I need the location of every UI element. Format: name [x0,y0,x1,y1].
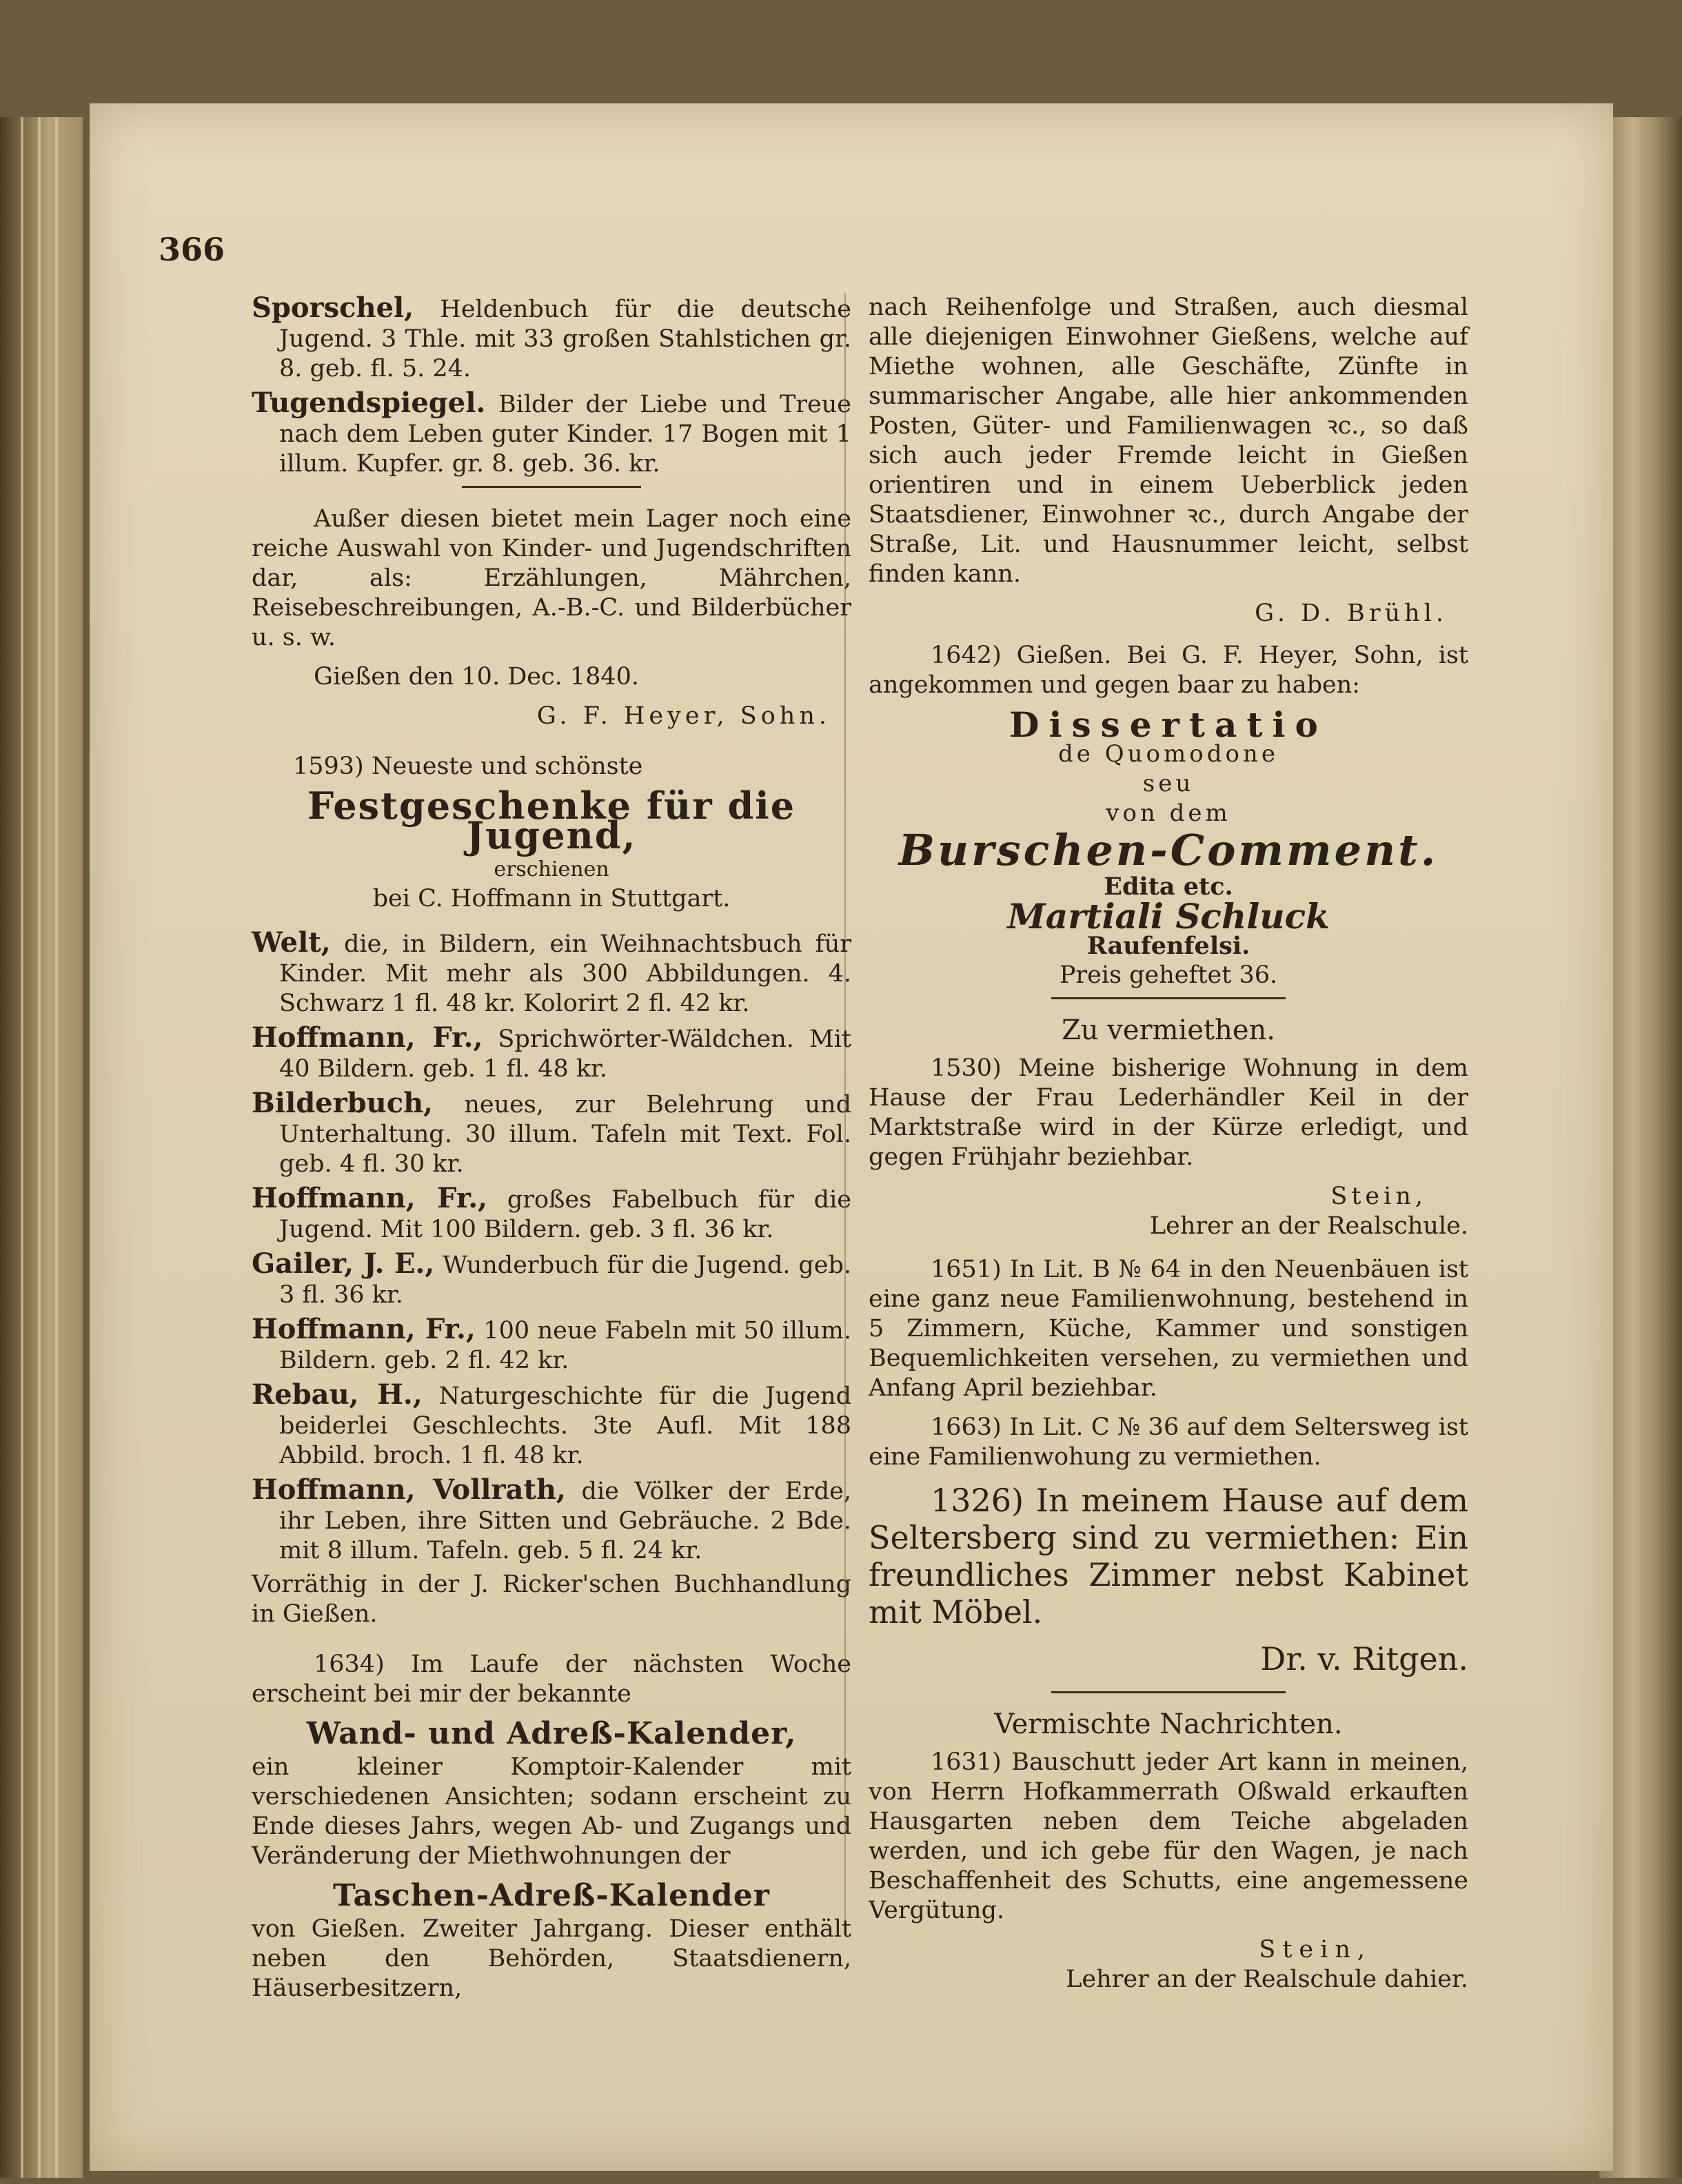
ad-1651: 1651) In Lit. B № 64 in den Neuenbäuen ist eine ganz neue Familienwohnung, bestehend in 5 Zimmern, Küche, Kammer und sonstigen Bequemlichkeiten versehen, zu vermiethen und Anfang April beziehbar. [869,1256,1468,1402]
burschen-comment-title: Burschen-Comment. [898,825,1439,875]
raufenfelsi-line: Raufenfelsi. [1086,932,1250,960]
wand-kalender-title: Wand- und Adreß-Kalender, [306,1716,797,1751]
zu-vermiethen-heading: Zu vermiethen. [1061,1014,1276,1046]
ad-1663: 1663) In Lit. C № 36 auf dem Seltersweg ist eine Familienwohung zu vermiethen. [869,1414,1468,1471]
date-line: Gießen den 10. Dec. 1840. [314,663,640,691]
item-name: Bilderbuch, [252,1087,434,1119]
list-item [252,1380,851,1471]
wand-kalender-text: ein kleiner Komptoir-Kalender mit verschiedenen Ansichten; sodann erscheint zu Ende dieses Jahrs, wegen Ab- und Zugangs und Veränderung der Miethwohnungen der [252,1753,851,1870]
item-name: Hoffmann, Vollrath, [252,1473,566,1506]
signature-bruehl: G. D. Brühl. [1255,600,1448,627]
item-name: Hoffmann, Fr., [252,1182,488,1214]
item-name: Gailer, J. E., [252,1247,435,1280]
taschen-kalender-title: Taschen-Adreß-Kalender [332,1878,770,1913]
page-number: 366 [159,231,225,268]
vermischte-heading: Vermischte Nachrichten. [994,1708,1343,1740]
item-text: die Völker der Erde, ihr Leben, ihre Sitten und Gebräuche. 2 Bde. mit 8 illum. Tafeln. geb. 5 fl. 24 kr. [279,1478,851,1564]
left-column [252,293,851,2013]
list-item [252,1475,851,1566]
dissertatio-title: Dissertatio [1009,704,1328,745]
entry-text: Heldenbuch für die deutsche Jugend. 3 Thle. mit 33 großen Stahlstichen gr. 8. geb. fl. 5. 24. [279,296,851,382]
book-edge-left [0,117,83,2178]
item-text: Naturgeschichte für die Jugend beiderlei Geschlechts. 3te Aufl. Mit 188 Abbild. broch. 1 fl. 48 kr. [279,1382,852,1469]
ad-1530: 1530) Meine bisherige Wohnung in dem Hause der Frau Lederhändler Keil in der Marktstraße wird in der Kürze erledigt, und gegen Frühjahr beziehbar. [869,1054,1468,1171]
signature-stein: Stein, [1259,1936,1372,1963]
item-text: neues, zur Belehrung und Unterhaltung. 30 illum. Tafeln mit Text. Fol. geb. 4 fl. 30 kr. [279,1091,851,1178]
list-item [252,1183,851,1245]
book-list [252,928,851,1566]
schluck-line: Martiali Schluck [1007,896,1330,937]
seu-line: seu [1142,770,1195,797]
ad-1631: 1631) Bauschutt jeder Art kann in meinen, von Herrn Hofkammerrath Oßwald erkauften Hausgarten neben dem Teiche abgeladen werden, und ich gebe für den Wagen, je nach Beschaffenheit des Schutts, eine angemessene Vergütung. [869,1748,1468,1924]
right-column [869,293,1468,1994]
list-item [252,928,851,1019]
entry-sporschel [252,293,851,384]
festgeschenke-title: Festgeschenke für die Jugend, [307,784,796,857]
list-item [252,1249,851,1310]
entry-name: Tugendspiegel. [252,387,486,419]
item-text: großes Fabelbuch für die Jugend. Mit 100 Bildern. geb. 3 fl. 36 kr. [279,1186,851,1243]
ausser-paragraph: Außer diesen bietet mein Lager noch eine reiche Auswahl von Kinder- und Jugendschriften dar, als: Erzählungen, Mährchen, Reisebeschreibungen, A.-B.-C. und Bilderbücher u. s. w. [252,505,851,651]
lehrer-line: Lehrer an der Realschule dahier. [1066,1966,1468,1993]
ad-1642: 1642) Gießen. Bei G. F. Heyer, Sohn, ist angekommen und gegen baar zu haben: [869,642,1468,699]
item-text: die, in Bildern, ein Weihnachtsbuch für Kinder. Mit mehr als 300 Abbildungen. 4. Schwarz 1 fl. 48 kr. Kolorirt 2 fl. 42 kr. [279,930,851,1017]
vorraethig-line: Vorräthig in der J. Ricker'schen Buchhandlung in Gießen. [252,1571,851,1628]
separator [1051,1691,1286,1693]
list-item [252,1314,851,1376]
von-dem-line: von dem [1106,799,1231,827]
item-name: Rebau, H., [252,1378,423,1411]
entry-tugendspiegel [252,388,851,479]
item-text: 100 neue Fabeln mit 50 illum. Bildern. geb. 2 fl. 42 kr. [279,1317,851,1374]
separator [462,486,641,488]
signature-heyer: G. F. Heyer, Sohn. [536,702,831,730]
erschienen-line: erschienen [494,857,609,881]
item-name: Hoffmann, Fr., [252,1021,483,1054]
item-text: Sprichwörter-Wäldchen. Mit 40 Bildern. geb. 1 fl. 48 kr. [279,1025,851,1083]
edita-line: Edita etc. [1104,872,1233,901]
lehrer-line: Lehrer an der Realschule. [1149,1212,1468,1240]
item-name: Welt, [252,926,331,959]
entry-text: Bilder der Liebe und Treue nach dem Leben guter Kinder. 17 Bogen mit 1 illum. Kupfer. gr. 8. geb. 36. kr. [279,391,851,478]
signature-stein: Stein, [1330,1183,1427,1210]
ad-1593-intro: 1593) Neueste und schönste [293,753,643,780]
ad-1326: 1326) In meinem Hause auf dem Seltersberg sind zu vermiethen: Ein freundliches Zimmer nebst Kabinet mit Möbel. [869,1482,1468,1631]
de-quomodone: de Quomodone [1058,740,1279,768]
entry-name: Sporschel, [252,292,414,324]
publisher-line: bei C. Hoffmann in Stuttgart. [372,885,731,912]
list-item [252,1023,851,1084]
separator [1051,997,1286,999]
preis-line: Preis geheftet 36. [1059,961,1278,989]
continuation-paragraph: nach Reihenfolge und Straßen, auch diesmal alle diejenigen Einwohner Gießens, welche auf Miethe wohnen, alle Geschäfte, Zünfte in summarischer Angabe, alle hier ankommenden Posten, Güter- und Familienwagen ꝛc., so daß sich auch jeder Fremde leicht in Gießen orientiren und in einem Ueberblick jeden Staatsdiener, Einwohner ꝛc., durch Angabe der Straße, Lit. und Hausnummer leicht, selbst finden kann. [869,294,1468,588]
list-item [252,1088,851,1179]
signature-ritgen: Dr. v. Ritgen. [1260,1640,1468,1677]
item-name: Hoffmann, Fr., [252,1313,476,1345]
item-text: Wunderbuch für die Jugend. geb. 3 fl. 36 kr. [279,1252,851,1309]
taschen-kalender-text: von Gießen. Zweiter Jahrgang. Dieser enthält neben den Behörden, Staatsdienern, Häuserbesitzern, [252,1915,851,2002]
ad-1634: 1634) Im Laufe der nächsten Woche erscheint bei mir der bekannte [252,1651,851,1708]
